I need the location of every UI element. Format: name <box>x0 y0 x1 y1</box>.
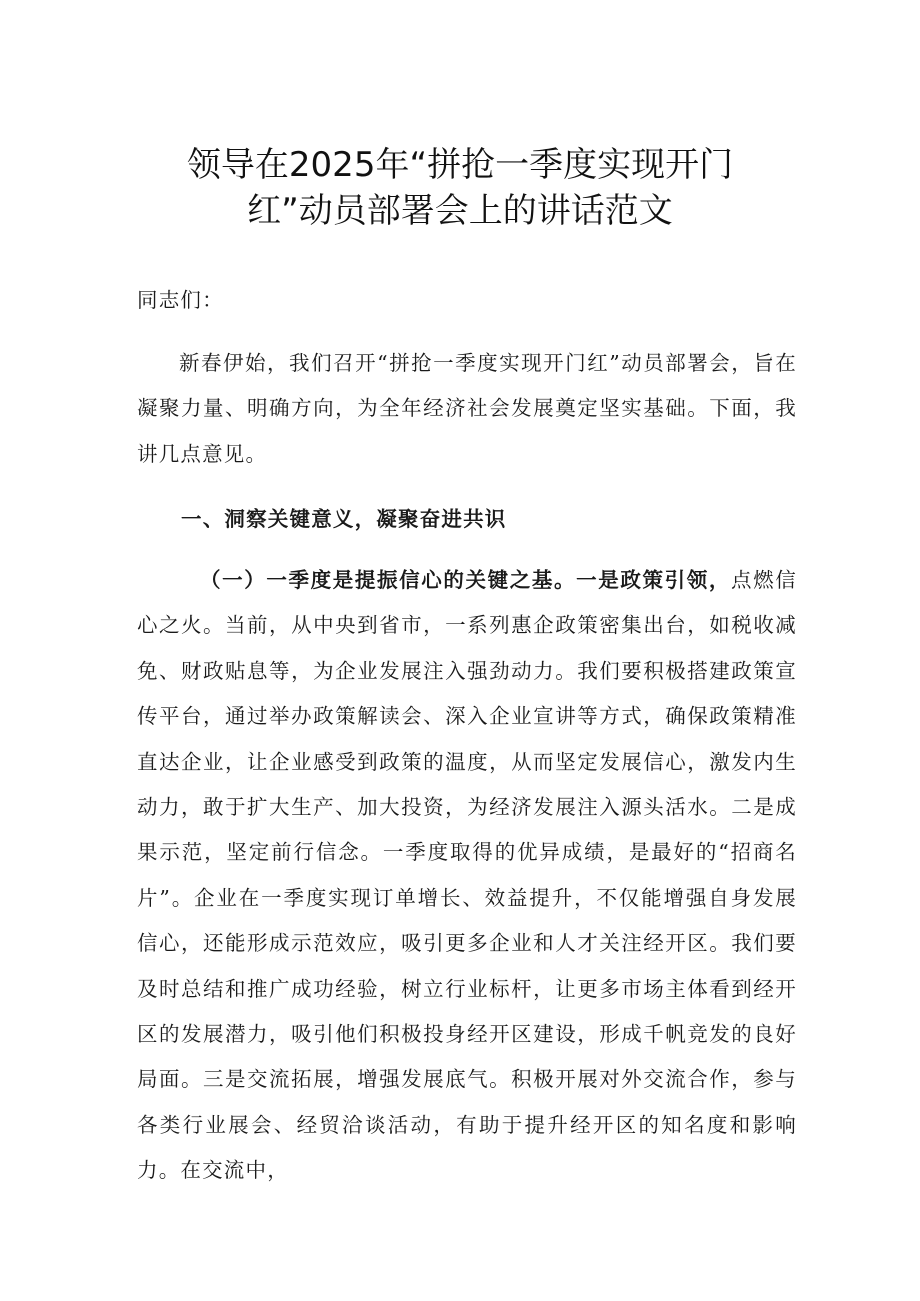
body-paragraph-1 <box>137 558 797 1194</box>
document-title-line-2: 红”动员部署会上的讲话范文 <box>247 191 673 231</box>
subsection-heading: （一）一季度是提振信心的关键之基。 <box>200 568 577 592</box>
document-title-line-1: 领导在2025年“拼抢一季度实现开门 <box>186 145 734 185</box>
point-lead: 一是政策引领， <box>576 568 732 592</box>
intro-paragraph: 新春伊始，我们召开“拼抢一季度实现开门红”动员部署会，旨在凝聚力量、明确方向，为全年经济社会发展奠定坚实基础。下面，我讲几点意见。 <box>137 351 797 466</box>
salutation: 同志们： <box>137 288 224 312</box>
section-heading-1: 一、洞察关键意义，凝聚奋进共识 <box>181 507 507 531</box>
paragraph-body: 点燃信心之火。当前，从中央到省市，一系列惠企政策密集出台，如税收减免、财政贴息等，为企业发展注入强劲动力。我们要积极搭建政策宣传平台，通过举办政策解读会、深入企业宣讲等方式，确保政策精准直达企业，让企业感受到政策的温度，从而坚定发展信心，激发内生动力，敢于扩大生产、加大投资，为经济发展注入源头活水。二是成果示范，坚定前行信念。一季度取得的优异成绩，是最好的“招商名片”。企业在一季度实现订单增长、效益提升，不仅能增强自身发展信心，还能形成示范效应，吸引更多企业和人才关注经开区。我们要及时总结和推广成功经验，树立行业标杆，让更多市场主体看到经开区的发展潜力，吸引他们积极投身经开区建设，形成千帆竞发的良好局面。三是交流拓展，增强发展底气。积极开展对外交流合作，参与各类行业展会、经贸洽谈活动，有助于提升经开区的知名度和影响力。在交流中， <box>137 568 797 1183</box>
